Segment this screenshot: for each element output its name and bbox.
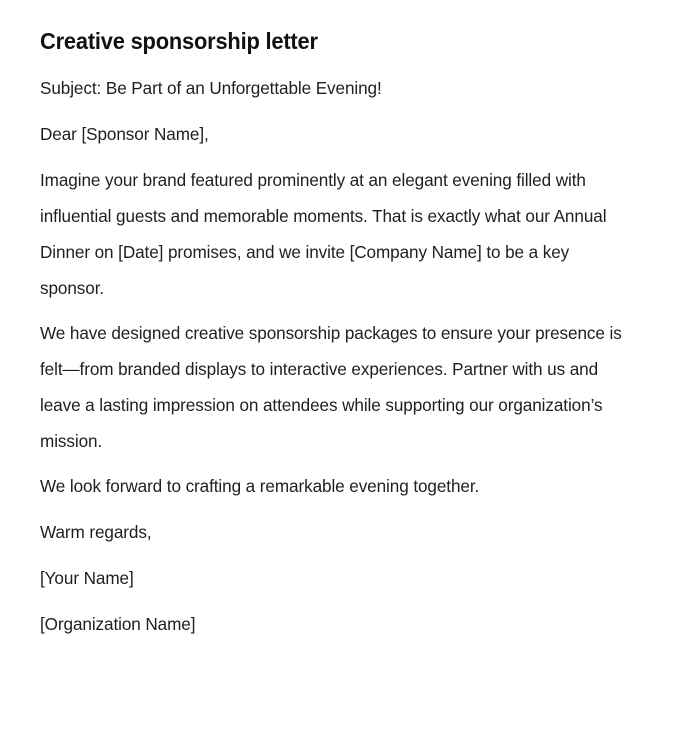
subject-line: Subject: Be Part of an Unforgettable Evening! — [40, 78, 382, 98]
salutation: Dear [Sponsor Name], — [40, 124, 209, 144]
letter-body — [40, 70, 640, 642]
body-paragraph-3: We look forward to crafting a remarkable evening together. — [40, 476, 480, 496]
closing: Warm regards, — [40, 522, 152, 542]
signature-name: [Your Name] — [40, 568, 134, 588]
body-paragraph-1: Imagine your brand featured prominently at an elegant evening filled with influential guests and memorable moments. That is exactly what our Annual Dinner on [Date] promises, and we invite [Company Name] to be a key sponsor. — [40, 170, 607, 298]
body-paragraph-2: We have designed creative sponsorship packages to ensure your presence is felt—from branded displays to interactive experiences. Partner with us and leave a lasting impression on attendees while supporting our organization’s mission. — [40, 323, 622, 451]
signature-organization: [Organization Name] — [40, 614, 196, 634]
page-title: Creative sponsorship letter — [40, 28, 318, 54]
